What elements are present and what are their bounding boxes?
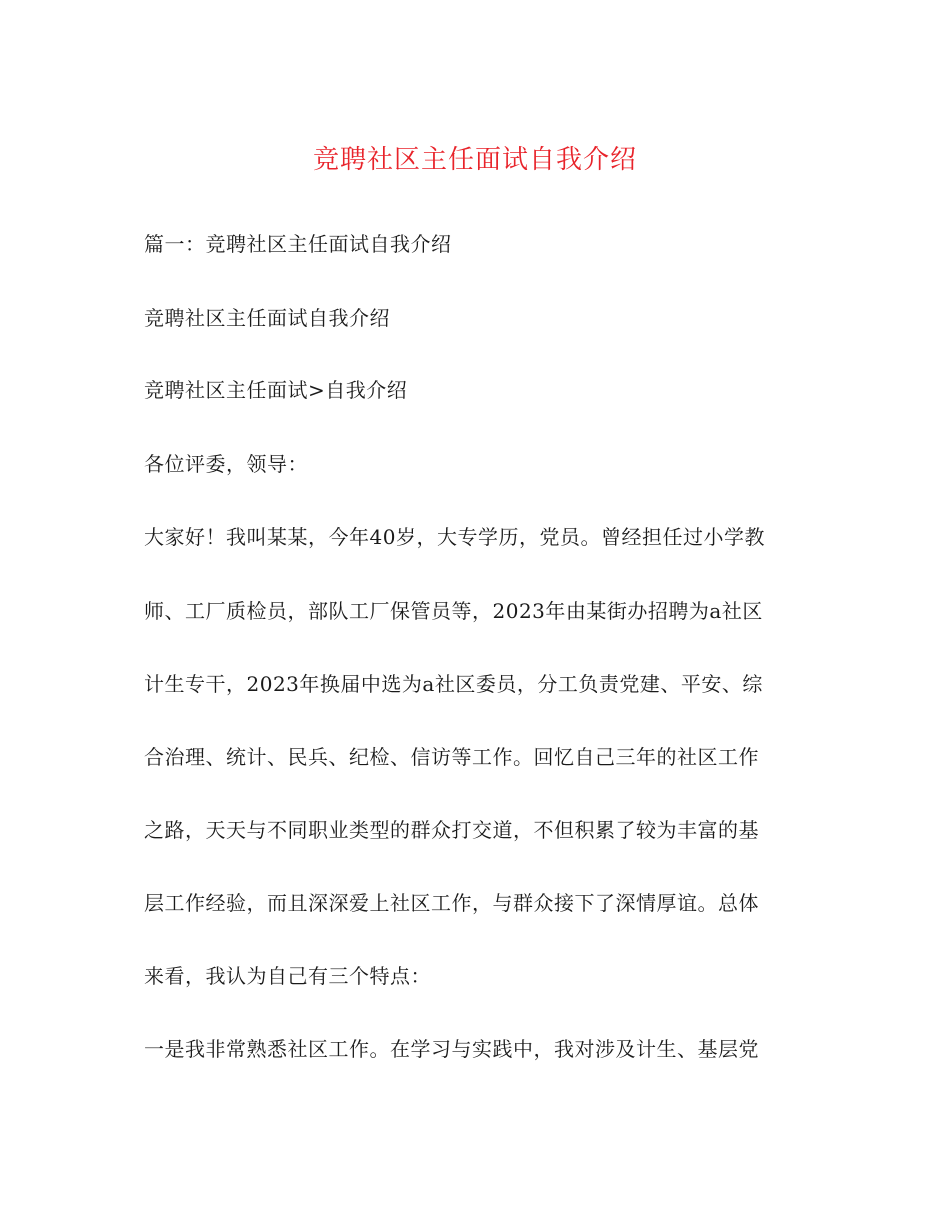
subtitle-line: 竞聘社区主任面试自我介绍 (144, 306, 390, 330)
subtitle-line-2: 竞聘社区主任面试>自我介绍 (144, 378, 408, 402)
body-line: 大家好！我叫某某，今年40岁，大专学历，党员。曾经担任过小学教 (144, 525, 765, 549)
body-line: 合治理、统计、民兵、纪检、信访等工作。回忆自己三年的社区工作 (144, 745, 759, 769)
body-line: 之路，天天与不同职业类型的群众打交道，不但积累了较为丰富的基 (144, 818, 759, 842)
body-line: 一是我非常熟悉社区工作。在学习与实践中，我对涉及计生、基层党 (144, 1037, 759, 1061)
body-line: 层工作经验，而且深深爱上社区工作，与群众接下了深情厚谊。总体 (144, 891, 759, 915)
body-line: 来看，我认为自己有三个特点： (144, 964, 431, 988)
section-heading: 篇一：竞聘社区主任面试自我介绍 (144, 232, 452, 256)
body-line: 计生专干，2023年换届中选为a社区委员，分工负责党建、平安、综 (144, 672, 763, 696)
salutation: 各位评委，领导： (144, 452, 308, 476)
body-line: 师、工厂质检员，部队工厂保管员等，2023年由某街办招聘为a社区 (144, 599, 763, 623)
document-title: 竞聘社区主任面试自我介绍 (312, 145, 637, 175)
